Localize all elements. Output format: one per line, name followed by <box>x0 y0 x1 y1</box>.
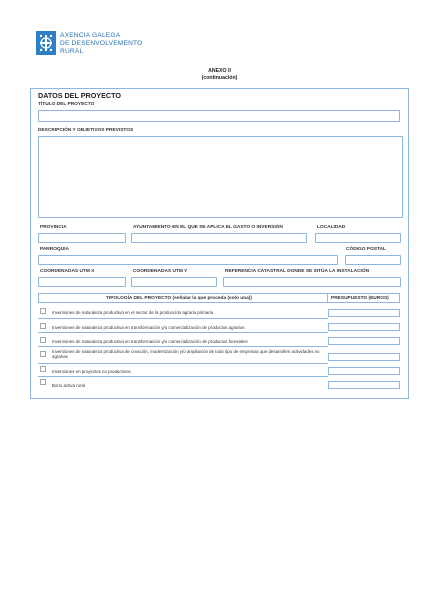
typology-checkbox[interactable] <box>40 351 46 357</box>
agency-name <box>60 32 143 56</box>
typology-row-label: Inversiones de naturaleza productiva de creación, modernización y/o ampliación de todo tipo de empresas que desarrollen actividades no agrarias <box>52 349 320 359</box>
budget-field[interactable] <box>328 353 400 361</box>
header-divider <box>327 293 328 303</box>
budget-field[interactable] <box>328 309 400 317</box>
typology-row-label: Inversiones de naturaleza productiva en el sector de la producción agraria primaria <box>52 310 214 315</box>
typology-checkbox[interactable] <box>40 379 46 385</box>
typology-row <box>38 305 328 319</box>
budget-field[interactable] <box>328 367 400 375</box>
budget-field[interactable] <box>328 337 400 345</box>
annex-subtitle: (continuación) <box>201 75 238 81</box>
typology-row <box>38 365 328 377</box>
province-field[interactable] <box>38 233 126 243</box>
typology-checkbox[interactable] <box>40 308 46 314</box>
budget-field[interactable] <box>328 323 400 331</box>
budget-header: PRESUPUESTO (EUROS) <box>331 296 389 301</box>
municipality-label: AYUNTAMIENTO EN EL QUE SE APLICA EL GASTO O INVERSIÓN <box>133 225 283 230</box>
typology-row-label: Bono activa rural <box>52 383 85 388</box>
typology-row <box>38 320 328 333</box>
utm-y-label: COORDENADAS UTM Y <box>133 269 188 274</box>
locality-field[interactable] <box>315 233 401 243</box>
utm-x-label: COORDENADAS UTM X <box>40 269 95 274</box>
typology-checkbox[interactable] <box>40 337 46 343</box>
cadastral-field[interactable] <box>223 277 401 287</box>
typology-row-label: Inversiones de naturaleza productiva en transformación y/o comercialización de productos agrarios <box>52 325 245 330</box>
agency-logo <box>36 31 156 57</box>
project-title-label: TÍTULO DEL PROYECTO <box>38 102 95 107</box>
municipality-field[interactable] <box>131 233 307 243</box>
postal-code-field[interactable] <box>345 255 401 265</box>
typology-row <box>38 378 328 392</box>
agency-name-line-1: AXENCIA GALEGA <box>60 32 121 39</box>
typology-row-label: Inversiones en proyectos no productivos <box>52 369 131 374</box>
typology-row-label: Inversiones de naturaleza productiva en transformación y/o comercialización de productos forestales <box>52 339 248 344</box>
typology-row <box>38 348 328 364</box>
locality-label: LOCALIDAD <box>317 225 346 230</box>
annex-title: ANEXO II <box>208 68 231 74</box>
cadastral-label: REFERENCIA CATASTRAL DONDE SE SITÚA LA INSTALACIÓN <box>225 269 370 274</box>
typology-checkbox[interactable] <box>40 323 46 329</box>
section-title: DATOS DEL PROYECTO <box>38 91 121 100</box>
galicia-emblem-icon <box>36 31 56 55</box>
project-title-field[interactable] <box>38 110 400 122</box>
parish-field[interactable] <box>38 255 338 265</box>
description-label: DESCRIPCIÓN Y OBJETIVOS PREVISTOS <box>38 128 134 133</box>
budget-field[interactable] <box>328 381 400 389</box>
utm-x-field[interactable] <box>38 277 126 287</box>
description-field[interactable] <box>38 136 403 218</box>
parish-label: PARROQUIA <box>40 247 69 252</box>
typology-checkbox[interactable] <box>40 366 46 372</box>
postal-code-label: CÓDIGO POSTAL <box>346 247 386 252</box>
agency-name-line-2: DE DESENVOLVEMENTO <box>60 40 143 47</box>
typology-header: TIPOLOGÍA DEL PROYECTO (señalar la que proceda (solo una)) <box>106 296 252 301</box>
agency-name-line-3: RURAL <box>60 48 84 55</box>
province-label: PROVINCIA <box>40 225 67 230</box>
typology-row <box>38 334 328 347</box>
utm-y-field[interactable] <box>131 277 217 287</box>
